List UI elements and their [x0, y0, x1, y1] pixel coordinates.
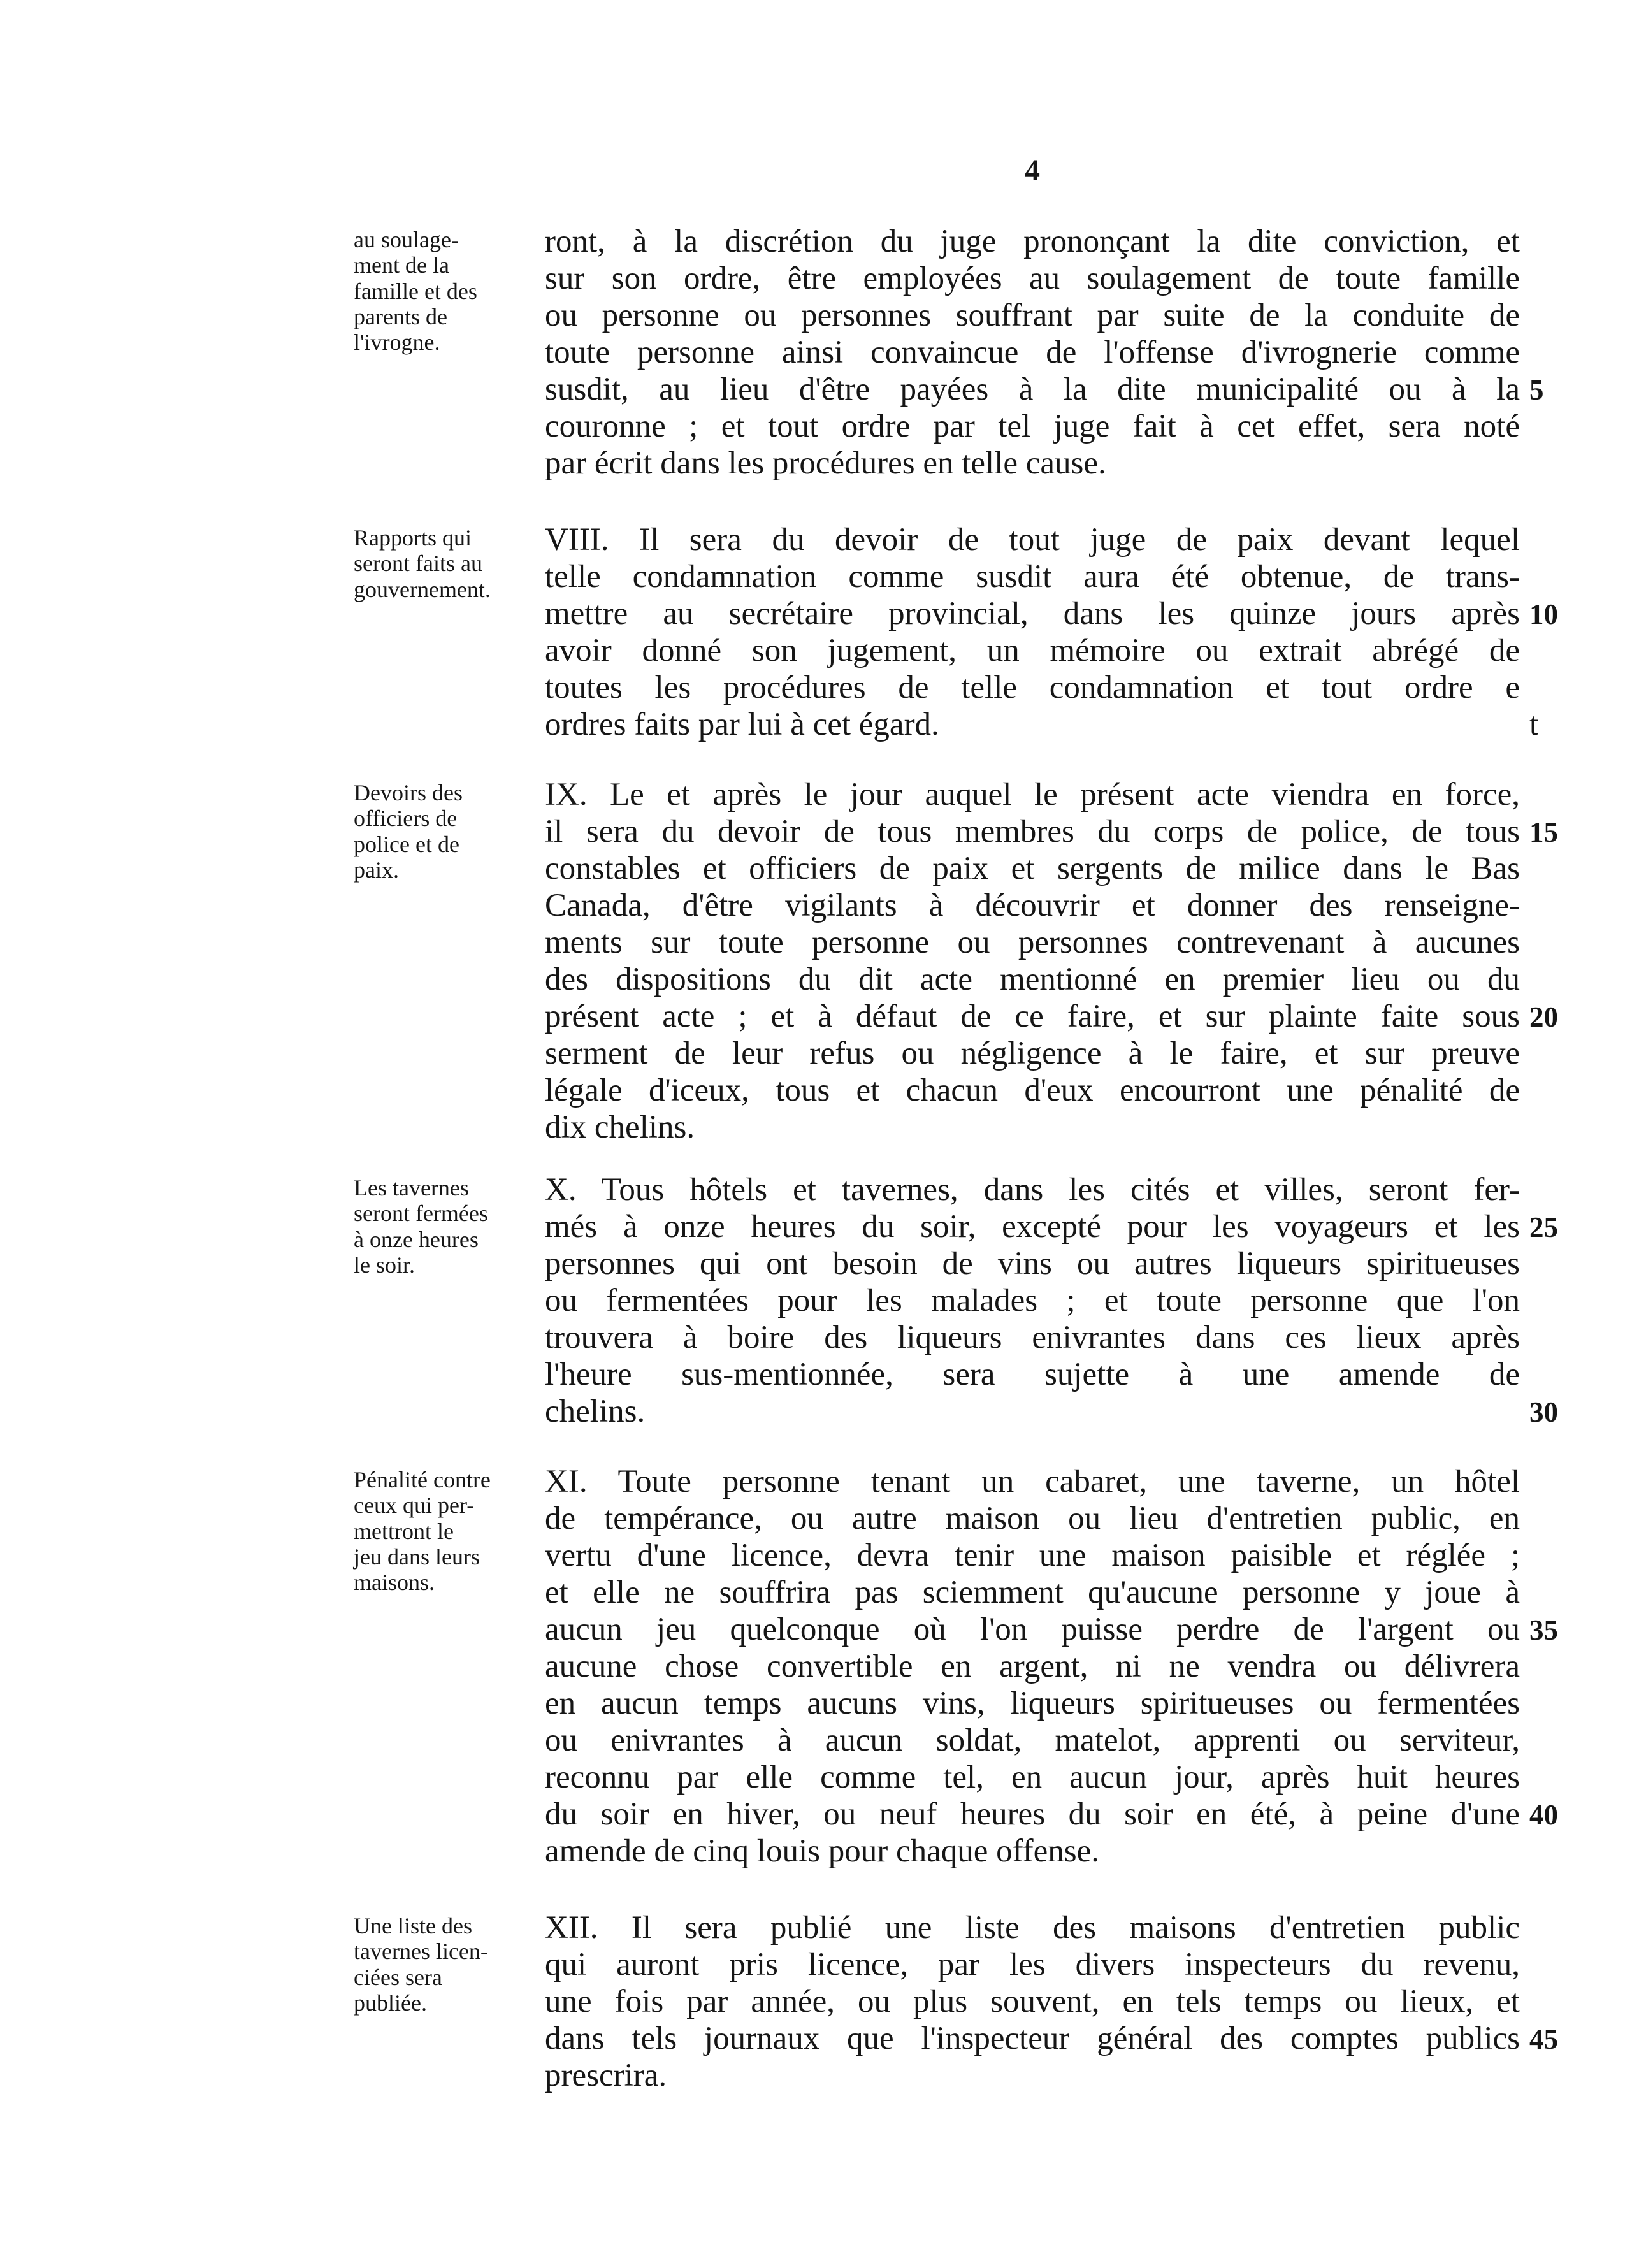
margin-note-line: Pénalité contre	[354, 1467, 491, 1492]
text-line: ront, à la discrétion du juge prononçant la dite conviction, et	[545, 224, 1520, 259]
margin-note-line: maisons.	[354, 1570, 435, 1596]
text-line: constables et officiers de paix et sergents de milice dans le Bas	[545, 851, 1520, 886]
margin-note	[354, 525, 545, 602]
text-line: trouvera à boire des liqueurs enivrantes dans ces lieux après	[545, 1320, 1520, 1355]
text-line: aucun jeu quelconque où l'on puisse perdre de l'argent ou	[545, 1612, 1520, 1647]
text-line: X. Tous hôtels et tavernes, dans les cités et villes, seront fer-	[545, 1172, 1520, 1208]
text-line: l'heure sus-mentionnée, sera sujette à une amende de	[545, 1357, 1520, 1392]
margin-note-line: police et de	[354, 831, 459, 857]
text-line: ments sur toute personne ou personnes contrevenant à aucunes	[545, 925, 1520, 960]
text-line: des dispositions du dit acte mentionné en premier lieu ou du	[545, 962, 1520, 997]
text-line: ou fermentées pour les malades ; et toute personne que l'on	[545, 1283, 1520, 1318]
text-line: aucune chose convertible en argent, ni ne vendra ou délivrera	[545, 1649, 1520, 1684]
text-line: ou enivrantes à aucun soldat, matelot, apprenti ou serviteur,	[545, 1723, 1520, 1758]
text-line: prescrira.	[545, 2058, 667, 2093]
margin-note	[354, 1467, 545, 1596]
margin-note-line: Rapports qui	[354, 525, 472, 551]
text-line: susdit, au lieu d'être payées à la dite municipalité ou à la	[545, 372, 1520, 407]
margin-note-line: paix.	[354, 856, 399, 883]
text-line: vertu d'une licence, devra tenir une maison paisible et réglée ;	[545, 1538, 1520, 1573]
margin-note-line: Devoirs des	[354, 780, 463, 805]
margin-note-line: tavernes licen-	[354, 1939, 488, 1965]
trailing-character: t	[1529, 707, 1539, 742]
line-number: 30	[1529, 1396, 1558, 1428]
text-line: une fois par année, ou plus souvent, en tels temps ou lieux, et	[545, 1984, 1520, 2019]
page-number: 4	[1025, 154, 1040, 187]
margin-note-line: jeu dans leurs	[354, 1543, 480, 1570]
margin-note-line: seront faits au	[354, 551, 482, 577]
text-line: présent acte ; et à défaut de ce faire, et sur plainte faite sous	[545, 999, 1520, 1034]
margin-note-line: parents de	[354, 303, 447, 329]
paragraph	[545, 223, 1520, 482]
line-number: 25	[1529, 1211, 1558, 1243]
margin-note-line: à onze heures	[354, 1226, 479, 1252]
text-line: serment de leur refus ou négligence à le faire, et sur preuve	[545, 1036, 1520, 1071]
line-number: 5	[1529, 374, 1544, 406]
text-line: personnes qui ont besoin de vins ou autres liqueurs spiritueuses	[545, 1246, 1520, 1282]
margin-note-line: ment de la	[354, 252, 449, 278]
text-line: reconnu par elle comme tel, en aucun jour, après huit heures	[545, 1759, 1520, 1795]
text-line: chelins.	[545, 1394, 646, 1429]
text-line: XI. Toute personne tenant un cabaret, une taverne, un hôtel	[545, 1464, 1520, 1499]
text-line: XII. Il sera publié une liste des maisons d'entretien public	[545, 1910, 1520, 1946]
text-line: ordres faits par lui à cet égard.	[545, 707, 939, 742]
text-line: VIII. Il sera du devoir de tout juge de paix devant lequel	[545, 522, 1520, 558]
text-line: Canada, d'être vigilants à découvrir et donner des renseigne-	[545, 888, 1520, 923]
line-number: 10	[1529, 598, 1558, 630]
margin-note-line: l'ivrogne.	[354, 329, 440, 356]
margin-note-line: seront fermées	[354, 1201, 488, 1227]
line-number: 20	[1529, 1001, 1558, 1033]
margin-note-line: ceux qui per-	[354, 1492, 475, 1519]
text-line: et elle ne souffrira pas sciemment qu'aucune personne y joue à	[545, 1575, 1520, 1610]
text-line: avoir donné son jugement, un mémoire ou extrait abrégé de	[545, 633, 1520, 668]
paragraph	[545, 521, 1520, 743]
text-line: qui auront pris licence, par les divers inspecteurs du revenu,	[545, 1947, 1520, 1983]
margin-note	[354, 780, 545, 883]
margin-note-line: famille et des	[354, 278, 477, 304]
margin-note-line: mettront le	[354, 1518, 454, 1544]
margin-note-line: publiée.	[354, 1990, 427, 2016]
text-line: IX. Le et après le jour auquel le présent acte viendra en force,	[545, 777, 1520, 813]
text-line: més à onze heures du soir, excepté pour les voyageurs et les	[545, 1209, 1520, 1245]
text-line: il sera du devoir de tous membres du corps de police, de tous	[545, 814, 1520, 849]
line-number: 40	[1529, 1799, 1558, 1831]
margin-note-line: gouvernement.	[354, 576, 491, 602]
line-number: 15	[1529, 816, 1558, 848]
text-line: dix chelins.	[545, 1109, 695, 1145]
line-number: 45	[1529, 2023, 1558, 2055]
margin-note	[354, 1175, 545, 1278]
text-line: en aucun temps aucuns vins, liqueurs spiritueuses ou fermentées	[545, 1686, 1520, 1721]
margin-note-line: au soulage-	[354, 227, 459, 252]
line-number: 35	[1529, 1614, 1558, 1646]
text-line: mettre au secrétaire provincial, dans les quinze jours après	[545, 596, 1520, 632]
text-line: légale d'iceux, tous et chacun d'eux encourront une pénalité de	[545, 1073, 1520, 1108]
text-line: du soir en hiver, ou neuf heures du soir en été, à peine d'une	[545, 1796, 1520, 1832]
text-line: par écrit dans les procédures en telle cause.	[545, 445, 1106, 481]
text-line: dans tels journaux que l'inspecteur général des comptes publics	[545, 2021, 1520, 2056]
margin-note-line: Une liste des	[354, 1913, 472, 1939]
text-line: couronne ; et tout ordre par tel juge fait à cet effet, sera noté	[545, 408, 1520, 444]
text-line: sur son ordre, être employées au soulagement de toute famille	[545, 261, 1520, 296]
text-line: amende de cinq louis pour chaque offense.	[545, 1833, 1100, 1869]
margin-note	[354, 227, 545, 356]
text-line: ou personne ou personnes souffrant par suite de la conduite de	[545, 298, 1520, 333]
paragraph	[545, 1909, 1520, 2094]
margin-note-line: Les tavernes	[354, 1175, 469, 1201]
paragraph	[545, 1171, 1520, 1430]
margin-note	[354, 1913, 545, 2016]
text-line: de tempérance, ou autre maison ou lieu d'entretien public, en	[545, 1501, 1520, 1536]
margin-note-line: officiers de	[354, 805, 458, 832]
paragraph	[545, 776, 1520, 1146]
text-line: telle condamnation comme susdit aura été obtenue, de trans-	[545, 559, 1520, 595]
paragraph	[545, 1463, 1520, 1870]
text-line: toutes les procédures de telle condamnation et tout ordre e	[545, 670, 1520, 705]
margin-note-line: le soir.	[354, 1252, 415, 1278]
text-line: toute personne ainsi convaincue de l'offense d'ivrognerie comme	[545, 335, 1520, 370]
margin-note-line: ciées sera	[354, 1964, 442, 1990]
